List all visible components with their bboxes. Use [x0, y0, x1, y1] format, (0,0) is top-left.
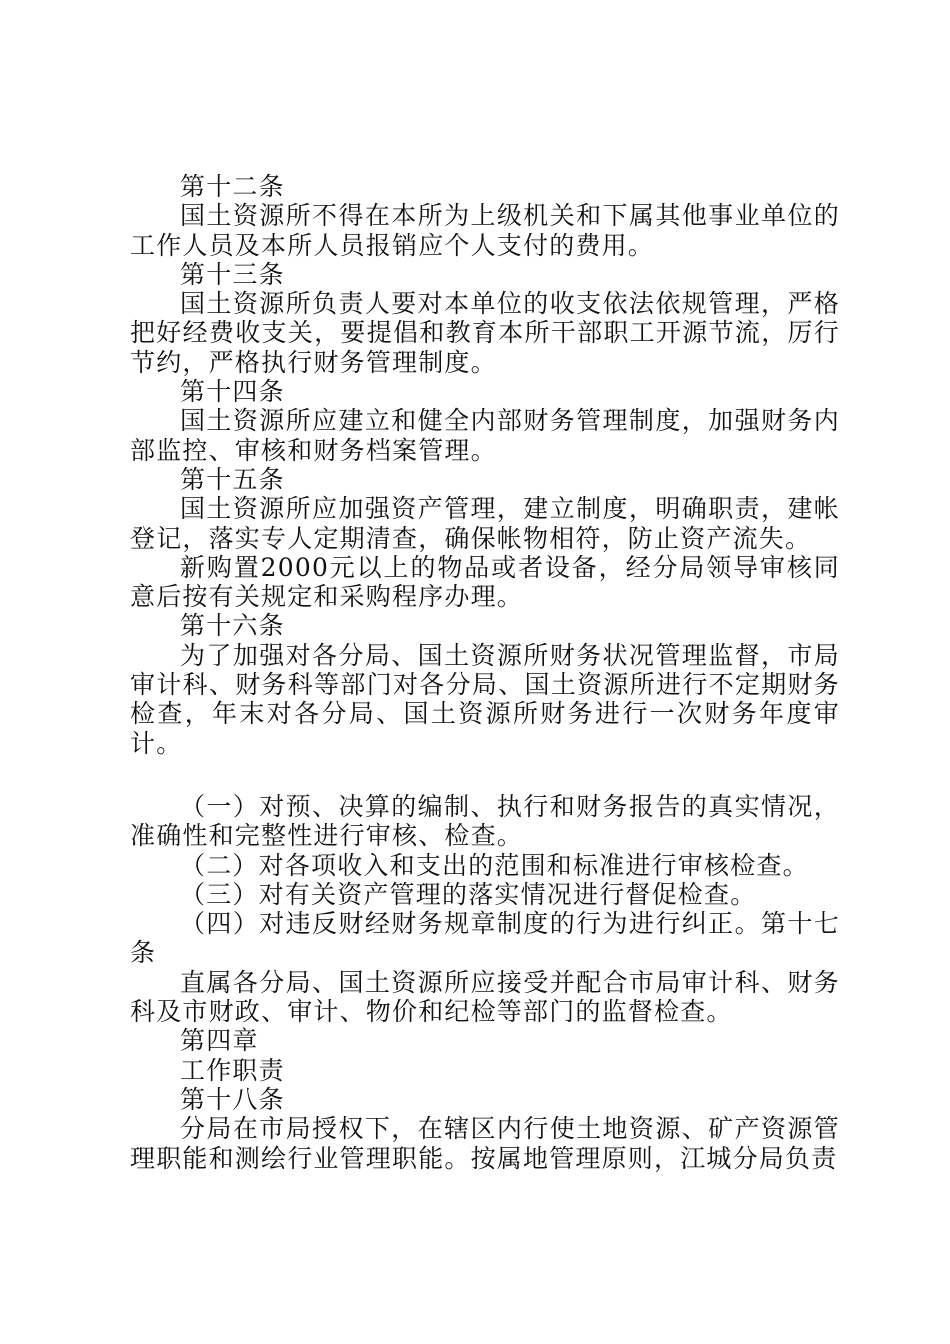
article-heading: 第十三条	[180, 259, 285, 289]
article-heading: 第十六条	[180, 611, 285, 641]
article-body: 分局在市局授权下，在辖区内行使土地资源、矿产资源管理职能和测绘行业管理职能。按属地管理原则，江城分局负责	[130, 1114, 840, 1173]
blank-line	[130, 758, 840, 792]
article-body: 国土资源所应建立和健全内部财务管理制度，加强财务内部监控、审核和财务档案管理。	[130, 406, 840, 465]
article-body: 国土资源所负责人要对本单位的收支依法依规管理，严格把好经费收支关，要提倡和教育本所干部职工开源节流，厉行节约，严格执行财务管理制度。	[130, 289, 840, 377]
article-heading: 第十二条	[180, 172, 285, 201]
article-body: 国土资源所应加强资产管理，建立制度，明确职责，建帐登记，落实专人定期清查，确保帐物相符，防止资产流失。	[130, 494, 840, 553]
document-page	[130, 172, 840, 1173]
article-heading: 第十四条	[180, 377, 285, 407]
list-item: （三）对有关资产管理的落实情况进行督促检查。	[180, 879, 757, 909]
article-body: 直属各分局、国土资源所应接受并配合市局审计科、财务科及市财政、审计、物价和纪检等部门的监督检查。	[130, 967, 840, 1027]
list-item: （二）对各项收入和支出的范围和标准进行审核检查。	[180, 850, 809, 880]
list-item: （一）对预、决算的编制、执行和财务报告的真实情况，准确性和完整性进行审核、检查。	[130, 791, 840, 851]
article-heading: 第十五条	[180, 464, 285, 494]
chapter-heading: 第四章	[180, 1026, 259, 1056]
article-body: 新购置2000元以上的物品或者设备，经分局领导审核同意后按有关规定和采购程序办理。	[130, 552, 840, 612]
chapter-title: 工作职责	[180, 1055, 285, 1085]
list-item: （四）对违反财经财务规章制度的行为进行纠正。第十七条	[130, 909, 840, 968]
article-body: 为了加强对各分局、国土资源所财务状况管理监督，市局审计科、财务科等部门对各分局、国土资源所进行不定期财务检查，年末对各分局、国土资源所财务进行一次财务年度审计。	[130, 640, 840, 758]
article-body: 国土资源所不得在本所为上级机关和下属其他事业单位的工作人员及本所人员报销应个人支付的费用。	[130, 201, 840, 260]
article-heading: 第十八条	[180, 1084, 285, 1114]
